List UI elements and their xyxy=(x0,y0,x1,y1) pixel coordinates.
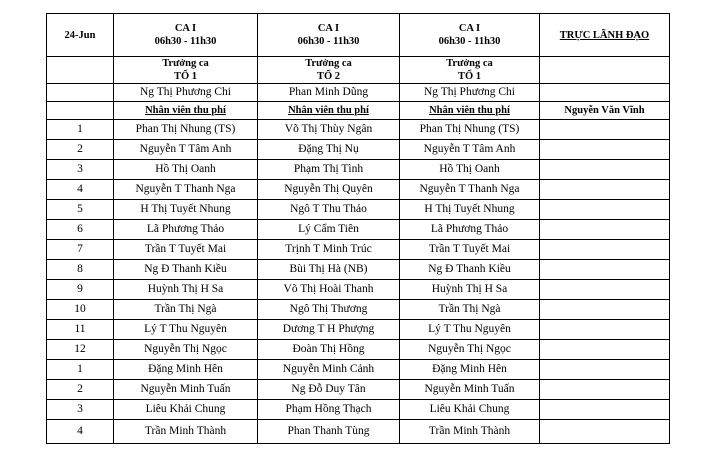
staff-name: Đặng Minh Hên xyxy=(114,360,258,380)
empty-cell xyxy=(540,240,670,260)
staff-name: Ng Đỗ Duy Tân xyxy=(258,380,400,400)
schedule-table xyxy=(46,13,670,444)
table-row xyxy=(47,420,670,444)
team-row xyxy=(47,57,670,84)
table-row xyxy=(47,180,670,200)
staff-name: Bùi Thị Hà (NB) xyxy=(258,260,400,280)
staff-name: Đặng Thị Nụ xyxy=(258,140,400,160)
row-number: 3 xyxy=(47,160,114,180)
team-label: Trưởng ca xyxy=(162,58,209,69)
staff-name: Dương T H Phượng xyxy=(258,320,400,340)
table-row xyxy=(47,380,670,400)
empty-cell xyxy=(540,420,670,444)
empty-cell xyxy=(540,140,670,160)
table-row xyxy=(47,400,670,420)
header-row xyxy=(47,14,670,57)
row-number: 2 xyxy=(47,380,114,400)
staff-header: Nhân viên thu phí xyxy=(258,102,400,120)
date-cell: 24-Jun xyxy=(47,14,114,57)
staff-name: Ngô T Thu Thảo xyxy=(258,200,400,220)
staff-name: Phan Thị Nhung (TS) xyxy=(400,120,540,140)
empty-cell xyxy=(540,280,670,300)
staff-name: Nguyễn Minh Cảnh xyxy=(258,360,400,380)
table-row xyxy=(47,360,670,380)
staff-name: H Thị Tuyết Nhung xyxy=(114,200,258,220)
empty-cell xyxy=(47,57,114,84)
row-number: 4 xyxy=(47,420,114,444)
table-row xyxy=(47,280,670,300)
staff-name: Ng Đ Thanh Kiều xyxy=(400,260,540,280)
row-number: 2 xyxy=(47,140,114,160)
staff-name: Võ Thị Hoài Thanh xyxy=(258,280,400,300)
empty-cell xyxy=(540,200,670,220)
empty-cell xyxy=(47,102,114,120)
table-row xyxy=(47,300,670,320)
team-cell-2 xyxy=(258,57,400,84)
staff-name: Đoàn Thị Hồng xyxy=(258,340,400,360)
shift-name: CA I xyxy=(317,23,340,34)
row-number: 4 xyxy=(47,180,114,200)
empty-cell xyxy=(540,160,670,180)
staff-name: Nguyễn Thị Ngọc xyxy=(114,340,258,360)
empty-cell xyxy=(540,320,670,340)
table-row xyxy=(47,220,670,240)
staff-name: Lý T Thu Nguyên xyxy=(114,320,258,340)
table-row xyxy=(47,240,670,260)
leader-title: TRỰC LÃNH ĐẠO xyxy=(540,14,670,57)
shift-time: 06h30 - 11h30 xyxy=(297,36,360,47)
shift-time: 06h30 - 11h30 xyxy=(438,36,501,47)
shift-leader-name: Ng Thị Phương Chi xyxy=(114,84,258,102)
shift-header-1 xyxy=(114,14,258,57)
empty-cell xyxy=(540,380,670,400)
staff-header: Nhân viên thu phí xyxy=(400,102,540,120)
staff-name: Trần Minh Thành xyxy=(400,420,540,444)
empty-cell xyxy=(540,57,670,84)
row-number: 3 xyxy=(47,400,114,420)
staff-name: Ngô Thị Thương xyxy=(258,300,400,320)
table-row xyxy=(47,160,670,180)
staff-name: Hồ Thị Oanh xyxy=(114,160,258,180)
table-row xyxy=(47,140,670,160)
shift-header-2 xyxy=(258,14,400,57)
staff-name: Trần T Tuyết Mai xyxy=(400,240,540,260)
row-number: 12 xyxy=(47,340,114,360)
staff-name: Huỳnh Thị H Sa xyxy=(400,280,540,300)
staff-name: Trịnh T Minh Trúc xyxy=(258,240,400,260)
empty-cell xyxy=(540,220,670,240)
staff-header: Nhân viên thu phí xyxy=(114,102,258,120)
staff-name: Đặng Minh Hên xyxy=(400,360,540,380)
empty-cell xyxy=(540,360,670,380)
staff-name: Trần Minh Thành xyxy=(114,420,258,444)
empty-cell xyxy=(540,340,670,360)
staff-name: Lã Phương Thảo xyxy=(400,220,540,240)
staff-name: Lý Cẩm Tiên xyxy=(258,220,400,240)
shift-name: CA I xyxy=(174,23,197,34)
row-number: 8 xyxy=(47,260,114,280)
staff-name: Lã Phương Thảo xyxy=(114,220,258,240)
shift-leader-row xyxy=(47,84,670,102)
empty-cell xyxy=(540,400,670,420)
row-number: 10 xyxy=(47,300,114,320)
team-cell-3 xyxy=(400,57,540,84)
team-name: TỔ 2 xyxy=(316,71,341,82)
staff-name: Nguyễn T Tâm Anh xyxy=(400,140,540,160)
row-number: 7 xyxy=(47,240,114,260)
empty-cell xyxy=(47,84,114,102)
staff-name: Võ Thị Thùy Ngân xyxy=(258,120,400,140)
row-number: 6 xyxy=(47,220,114,240)
staff-name: Phan Thị Nhung (TS) xyxy=(114,120,258,140)
row-number: 5 xyxy=(47,200,114,220)
staff-name: Liêu Khải Chung xyxy=(400,400,540,420)
shift-name: CA I xyxy=(458,23,481,34)
staff-name: Huỳnh Thị H Sa xyxy=(114,280,258,300)
staff-name: Nguyễn T Tâm Anh xyxy=(114,140,258,160)
empty-cell xyxy=(540,180,670,200)
table-row xyxy=(47,260,670,280)
row-number: 9 xyxy=(47,280,114,300)
table-row xyxy=(47,200,670,220)
staff-name: Nguyễn Thị Quyên xyxy=(258,180,400,200)
leader-name: Nguyễn Văn Vĩnh xyxy=(540,102,670,120)
staff-name: Nguyễn T Thanh Nga xyxy=(114,180,258,200)
staff-name: Nguyễn T Thanh Nga xyxy=(400,180,540,200)
team-cell-1 xyxy=(114,57,258,84)
row-number: 1 xyxy=(47,120,114,140)
staff-header-row xyxy=(47,102,670,120)
staff-name: Trần T Tuyết Mai xyxy=(114,240,258,260)
team-label: Trưởng ca xyxy=(446,58,493,69)
shift-leader-name: Ng Thị Phương Chi xyxy=(400,84,540,102)
staff-name: Trần Thị Ngà xyxy=(400,300,540,320)
shift-header-3 xyxy=(400,14,540,57)
table-row xyxy=(47,340,670,360)
staff-name: Lý T Thu Nguyên xyxy=(400,320,540,340)
staff-name: Phạm Thị Tình xyxy=(258,160,400,180)
staff-name: Phạm Hồng Thạch xyxy=(258,400,400,420)
empty-cell xyxy=(540,300,670,320)
row-number: 1 xyxy=(47,360,114,380)
staff-name: Nguyễn Minh Tuấn xyxy=(114,380,258,400)
row-number: 11 xyxy=(47,320,114,340)
staff-name: Ng Đ Thanh Kiều xyxy=(114,260,258,280)
empty-cell xyxy=(540,84,670,102)
staff-name: Trần Thị Ngà xyxy=(114,300,258,320)
team-label: Trưởng ca xyxy=(305,58,352,69)
shift-time: 06h30 - 11h30 xyxy=(154,36,217,47)
staff-name: Nguyễn Minh Tuấn xyxy=(400,380,540,400)
table-row xyxy=(47,120,670,140)
table-row xyxy=(47,320,670,340)
staff-name: Phan Thanh Tùng xyxy=(258,420,400,444)
staff-name: H Thị Tuyết Nhung xyxy=(400,200,540,220)
shift-leader-name: Phan Minh Dũng xyxy=(258,84,400,102)
staff-name: Liêu Khải Chung xyxy=(114,400,258,420)
team-name: TỔ 1 xyxy=(457,71,482,82)
empty-cell xyxy=(540,120,670,140)
team-name: TỔ 1 xyxy=(173,71,198,82)
staff-name: Nguyễn Thị Ngọc xyxy=(400,340,540,360)
staff-name: Hồ Thị Oanh xyxy=(400,160,540,180)
empty-cell xyxy=(540,260,670,280)
